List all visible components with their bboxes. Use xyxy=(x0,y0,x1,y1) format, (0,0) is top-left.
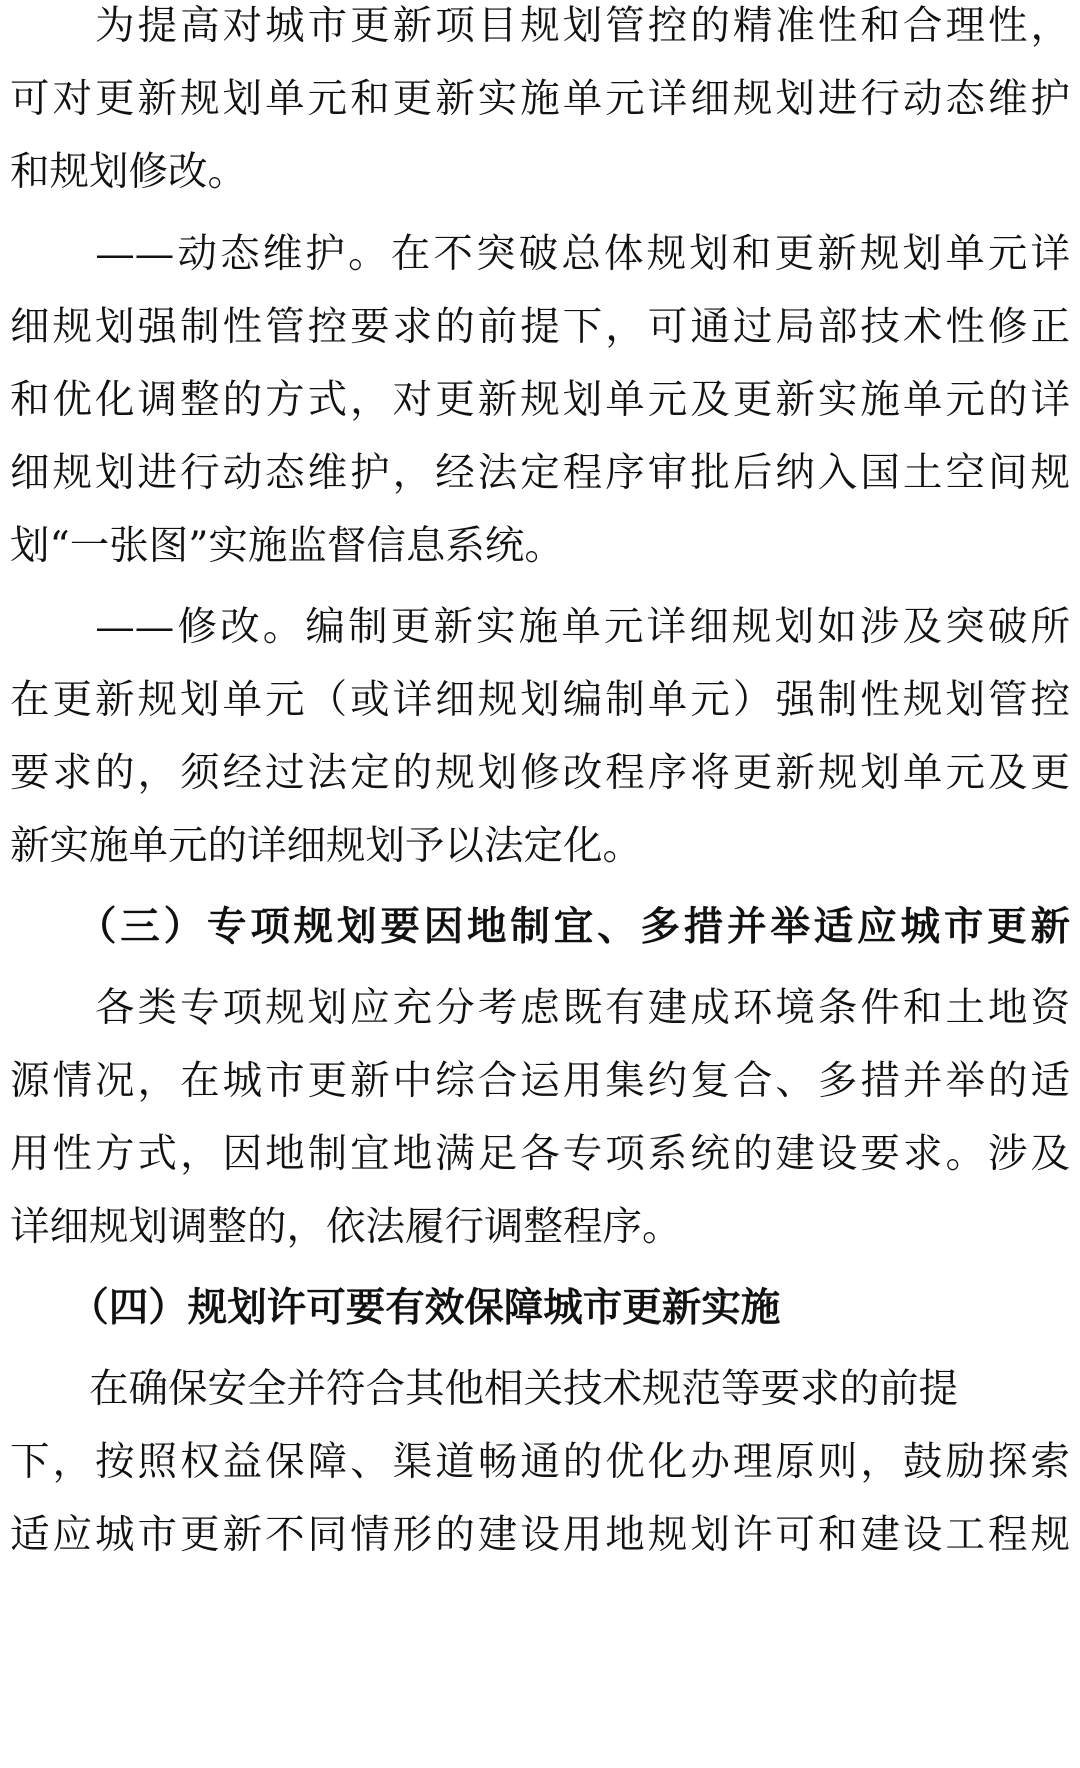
body-text-line: 在更新规划单元（或详细规划编制单元）强制性规划管控 xyxy=(10,677,1070,723)
body-text-line: 细规划进行动态维护，经法定程序审批后纳入国土空间规 xyxy=(10,450,1070,496)
body-text-line: 新实施单元的详细规划予以法定化。 xyxy=(10,823,642,869)
body-text-line: 用性方式，因地制宜地满足各专项系统的建设要求。涉及 xyxy=(10,1131,1070,1177)
section-heading: （三）专项规划要因地制宜、多措并举适应城市更新 xyxy=(10,904,1070,950)
body-text-line: 详细规划调整的，依法履行调整程序。 xyxy=(10,1204,682,1250)
body-text-line: 源情况，在城市更新中综合运用集约复合、多措并举的适 xyxy=(10,1058,1070,1104)
body-text-line: 为提高对城市更新项目规划管控的精准性和合理性， xyxy=(10,3,1070,49)
body-text-line: 各类专项规划应充分考虑既有建成环境条件和土地资 xyxy=(10,985,1070,1031)
body-text-line: 和优化调整的方式，对更新规划单元及更新实施单元的详 xyxy=(10,377,1070,423)
body-text-line: 下，按照权益保障、渠道畅通的优化办理原则，鼓励探索 xyxy=(10,1439,1070,1485)
section-heading: （四）规划许可要有效保障城市更新实施 xyxy=(10,1285,781,1331)
body-text-line: ——修改。编制更新实施单元详细规划如涉及突破所 xyxy=(10,604,1070,650)
body-text-line: 划“一张图”实施监督信息系统。 xyxy=(10,523,564,569)
body-text-line: 和规划修改。 xyxy=(10,149,247,195)
body-text-line: 细规划强制性管控要求的前提下，可通过局部技术性修正 xyxy=(10,304,1070,350)
body-text-line: 要求的，须经过法定的规划修改程序将更新规划单元及更 xyxy=(10,750,1070,796)
body-text-line: 适应城市更新不同情形的建设用地规划许可和建设工程规 xyxy=(10,1512,1070,1558)
body-text-line: ——动态维护。在不突破总体规划和更新规划单元详 xyxy=(10,231,1070,277)
body-text-line: 在确保安全并符合其他相关技术规范等要求的前提 xyxy=(10,1366,958,1412)
body-text-line: 可对更新规划单元和更新实施单元详细规划进行动态维护 xyxy=(10,76,1070,122)
